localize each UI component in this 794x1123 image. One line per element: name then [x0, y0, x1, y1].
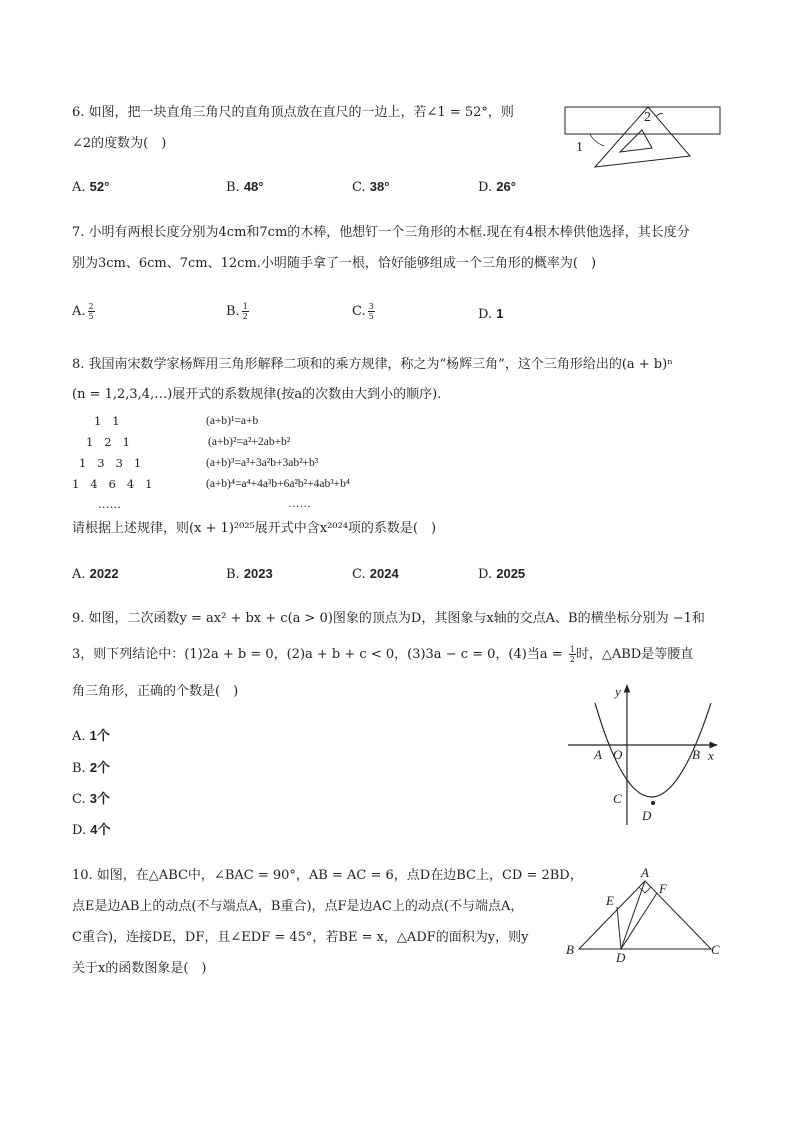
y-axis-label: y — [615, 684, 621, 699]
origin-label: O — [613, 747, 623, 762]
q10-triangle-figure — [562, 862, 732, 967]
point-f-label: F — [659, 881, 667, 896]
vertex-point — [651, 801, 655, 805]
point-d-label: D — [642, 808, 652, 823]
expansion-ellipsis: …… — [288, 498, 311, 510]
q8-option-c[interactable]: C. 2024 — [352, 566, 399, 582]
q7-text-line2: 别为3cm、6cm、7cm、12cm.小明随手拿了一根，恰好能够组成一个三角形的概率为( ) — [72, 256, 597, 271]
q10-text-line2: 点E是边AB上的动点(不与端点A，B重合)，点F是边AC上的动点(不与端点A， — [72, 899, 524, 914]
q9-text-line2: 3，则下列结论中：(1)2a + b = 0，(2)a + b + c < 0，(3)3a − c = 0，(4)当a = $\frac{1}{2}$ 时，△ABD是等腰直 — [72, 645, 694, 664]
point-b-label: B — [566, 942, 574, 957]
triangle-abc — [579, 881, 711, 949]
q7-option-a[interactable]: A. $\frac{2}{5}$ — [72, 302, 94, 321]
point-e-label: E — [606, 893, 614, 908]
expansion-1: (a+b)¹=a+b — [206, 415, 259, 427]
angle2-arc — [656, 113, 663, 117]
point-c-label: C — [613, 791, 622, 806]
q9-option-a[interactable]: A. 1个 — [72, 728, 110, 744]
q6-option-a[interactable]: A. 52° — [72, 179, 110, 195]
q9-text-line1: 9. 如图，二次函数y = ax² + bx + c(a > 0)图象的顶点为D，其图象与x轴的交点A、B的横坐标分别为 −1和 — [72, 611, 705, 626]
q9-parabola-figure — [565, 680, 725, 830]
point-a-label: A — [594, 747, 602, 762]
q8-text-line1: 8. 我国南宋数学家杨辉用三角形解释二项和的乘方规律，称之为“杨辉三角”，这个三角形给出的(a + b)ⁿ — [72, 357, 673, 372]
q10-text-line3: C重合)，连接DE，DF，且∠EDF = 45°，若BE = x，△ADF的面积为y，则y — [72, 930, 529, 945]
q6-text-line1: 6. 如图，把一块直角三角尺的直角顶点放在直尺的一边上，若∠1 = 52°，则 — [72, 105, 514, 120]
point-d-label: D — [616, 950, 626, 965]
expansion-4: (a+b)⁴=a⁴+4a³b+6a²b²+4ab³+b⁴ — [206, 478, 350, 490]
expansion-3: (a+b)³=a³+3a²b+3ab²+b³ — [206, 457, 319, 469]
angle2-label: 2 — [644, 110, 651, 125]
point-a-label: A — [641, 865, 649, 880]
point-c-label: C — [711, 942, 720, 957]
q6-option-b[interactable]: B. 48° — [226, 179, 264, 195]
q7-option-d[interactable]: D. 1 — [478, 306, 504, 322]
q6-text-line2: ∠2的度数为( ) — [72, 136, 167, 151]
yang-hui-row-3: 1 3 3 1 — [79, 456, 142, 470]
yang-hui-ellipsis: …… — [98, 497, 121, 511]
q6-ruler-triangle-figure — [560, 104, 730, 174]
segment-de — [617, 907, 621, 949]
q8-option-d[interactable]: D. 2025 — [478, 566, 526, 582]
q7-option-b[interactable]: B. $\frac{1}{2}$ — [226, 302, 248, 321]
x-axis-label: x — [708, 748, 714, 763]
yang-hui-row-1: 1 1 — [94, 414, 120, 428]
expansion-2: (a+b)²=a²+2ab+b² — [208, 436, 291, 448]
q8-option-a[interactable]: A. 2022 — [72, 566, 119, 582]
q9-text-line3: 角三角形，正确的个数是( ) — [72, 684, 239, 699]
q10-text-line4: 关于x的函数图象是( ) — [72, 961, 207, 976]
q9-option-b[interactable]: B. 2个 — [72, 760, 111, 776]
q9-option-c[interactable]: C. 3个 — [72, 791, 110, 807]
yang-hui-row-2: 1 2 1 — [86, 435, 130, 449]
q6-option-d[interactable]: D. 26° — [478, 179, 516, 195]
yang-hui-row-4: 1 4 6 4 1 — [72, 477, 153, 491]
angle1-label: 1 — [576, 140, 583, 155]
segment-df — [621, 893, 657, 949]
segment-da — [621, 881, 645, 949]
q9-option-d[interactable]: D. 4个 — [72, 822, 111, 838]
angle1-arc — [590, 134, 604, 146]
q8-option-b[interactable]: B. 2023 — [226, 566, 273, 582]
q7-text-line1: 7. 小明有两根长度分别为4cm和7cm的木棒，他想钉一个三角形的木框.现在有4根木棒供他选择，其长度分 — [72, 225, 690, 240]
q10-text-line1: 10. 如图，在△ABC中，∠BAC = 90°，AB = AC = 6，点D在边BC上，CD = 2BD， — [72, 868, 583, 883]
q8-text-line3: 请根据上述规律，则(x + 1)²⁰²⁵展开式中含x²⁰²⁴项的系数是( ) — [72, 521, 437, 536]
q8-text-line2: (n = 1,2,3,4,…)展开式的系数规律(按a的次数由大到小的顺序). — [72, 387, 442, 402]
point-b-label: B — [692, 747, 700, 762]
set-square-outer — [595, 107, 690, 167]
q6-option-c[interactable]: C. 38° — [352, 179, 390, 195]
q7-option-c[interactable]: C. $\frac{3}{5}$ — [352, 302, 374, 321]
